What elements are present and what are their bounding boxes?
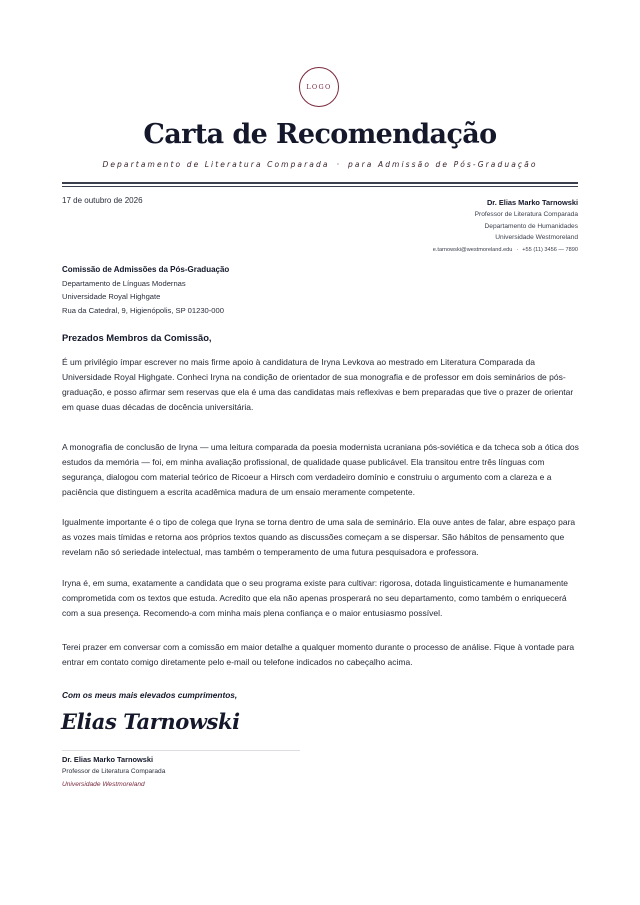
header-rule-thin [62,186,578,187]
signature-name: Dr. Elias Marko Tarnowski [62,755,154,764]
body-paragraph-5: Terei prazer em conversar com a comissão em maior detalhe a qualquer momento durante o processo de análise. Fique à vontade para entrar em contato comigo diretamente pelo e-mail ou telefone indicados no cabeçalho acima. [62,642,575,667]
subtitle-purpose: para Admissão de Pós-Graduação [348,160,538,169]
handwritten-signature: Elias Tarnowski [61,709,240,734]
closing: Com os meus mais elevados cumprimentos, [62,690,238,700]
logo-text: LOGO [306,83,332,91]
body-paragraph-1: É um privilégio ímpar escrever no mais firme apoio à candidatura de Iryna Levkova ao mestrado em Literatura Comparada da Universidade Royal Highgate. Conheci Iryna na condição de orientador de sua monografia e de professor em dois seminários de pós-graduação, e posso afirmar sem reservas que ela é uma das candidatas mais reflexivas e bem preparadas que tive o prazer de orientar em quase duas décadas de docência universitária. [62,357,574,412]
recipient-block [62,263,229,317]
signature-institution: Universidade Westmoreland [62,781,145,788]
body-paragraph-4: Iryna é, em suma, exatamente a candidata que o seu programa existe para cultivar: rigorosa, dotada linguisticamente e humanamente comprometida com os textos que estuda. Acredito que ela não apenas prosperará no seu departamento, como também o enriquecerá com a sua presença. Recomendo-a com minha mais plena confiança e o maior entusiasmo possível. [62,578,569,618]
subtitle-department: Departamento de Literatura Comparada [102,160,330,169]
subtitle-separator: · [336,160,342,169]
letter-date: 17 de outubro de 2026 [62,196,143,205]
sender-block [433,197,578,257]
page-title: Carta de Recomendação [143,119,497,150]
recipient-department: Departamento de Línguas Modernas [62,278,186,288]
header-rule-thick [62,182,578,184]
sender-institution: Universidade Westmoreland [495,234,578,242]
salutation: Prezados Membros da Comissão, [62,332,212,343]
sender-name: Dr. Elias Marko Tarnowski [486,198,578,207]
logo [299,67,339,107]
body-paragraph-3: Igualmente importante é o tipo de colega que Iryna se torna dentro de uma sala de seminário. Ela ouve antes de falar, abre espaço para as vozes mais tímidas e retorna aos próprios textos quando as discussões começam a se dispersar. São hábitos de pensamento que revelam não só seriedade intelectual, mas também o temperamento de uma futura pesquisadora e professora. [62,517,576,557]
sender-department: Departamento de Humanidades [484,222,578,230]
sender-contact [433,245,578,257]
sender-title: Professor de Literatura Comparada [474,210,578,218]
recipient-address: Rua da Catedral, 9, Higienópolis, SP 01230-000 [62,305,224,315]
sender-phone: +55 (11) 3456 — 7890 [522,247,578,254]
letter-subtitle [0,160,640,169]
signature-title: Professor de Literatura Comparada [62,768,166,775]
contact-separator: · [516,247,519,254]
body-paragraph-2: A monografia de conclusão de Iryna — uma leitura comparada da poesia modernista ucraniana pós-soviética e da tcheca sob a ótica dos estudos da memória — foi, em minha avaliação profissional, de qualidade quase publicável. Ela transitou entre três línguas com segurança, dialogou com material teórico de Ricoeur a Hirsch com verdadeiro domínio e construiu o argumento com a clareza e a paciência que distinguem a escrita acadêmica madura de um ensaio meramente competente. [62,442,579,497]
sender-email[interactable]: e.tarnowski@westmoreland.edu [432,247,513,254]
recipient-institution: Universidade Royal Highgate [62,292,161,301]
signature-line [62,750,300,751]
recipient-org: Comissão de Admissões da Pós-Graduação [62,265,230,274]
